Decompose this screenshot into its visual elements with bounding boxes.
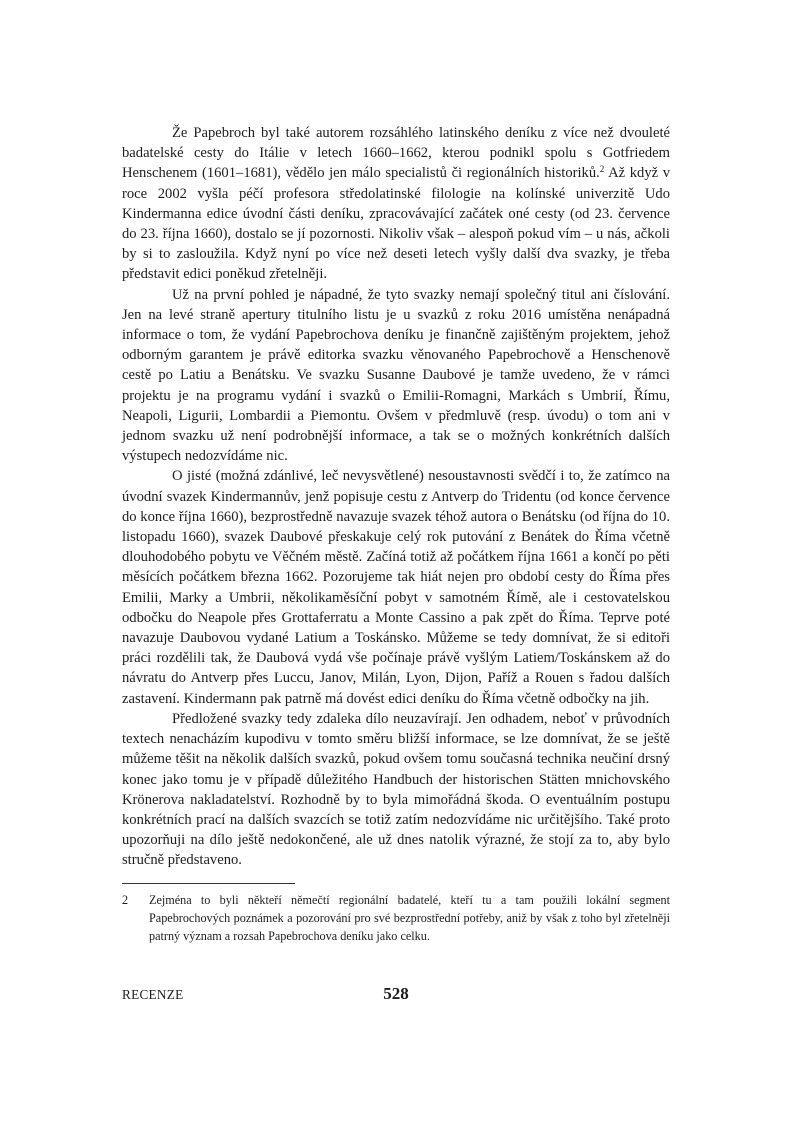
section-label: RECENZE <box>122 987 184 1002</box>
paragraph: O jisté (možná zdánlivé, leč nevysvětlené) nesoustavnosti svědčí i to, že zatímco na úvodní svazek Kindermannův, jenž popisuje cestu z Antverp do Tridentu (od konce července do konce října 1660), bezprostředně navazuje svazek téhož autora o Benátsku (od října do 10. listopadu 1660), svazek Daubové přeskakuje celý rok putování z Benátek do Říma včetně dlouhodobého pobytu ve Věčném městě. Začíná totiž až počátkem října 1661 a končí po pěti měsících počátkem března 1662. Pozorujeme tak hiát nejen pro období cesty do Říma přes Emilii, Marky a Umbrii, několikaměsíční pobyt v samotném Římě, ale i cestovatelskou odbočku do Neapole přes Grottaferratu a Monte Cassino a pak zpět do Říma. Teprve poté navazuje Daubovou vydané Latium a Toskánsko. Můžeme se tedy domnívat, že si editoři práci rozdělili tak, že Daubová vydá vše počínaje právě vyšlým Latiem/Toskánskem až do návratu do Antverp přes Luccu, Janov, Milán, Lyon, Dijon, Paříž a Rouen s řadou dalších zastavení. Kindermann pak patrně má dovést edici deníku do Říma včetně odbočky na jih. <box>122 468 670 707</box>
page-number: 528 <box>383 984 409 1003</box>
footnote-reference[interactable]: 2 <box>599 164 605 175</box>
footnote <box>122 891 670 946</box>
paragraph: Předložené svazky tedy zdaleka dílo neuzavírají. Jen odhadem, neboť v průvodních textech nenacházím kupodivu v tomto směru bližší informace, se lze domnívat, že se ještě můžeme těšit na několik dalších svazků, pokud ovšem tomu současná technika neučiní drsný konec jako tomu je v případě důležitého Handbuch der historischen Stätten mnichovského Krönerova nakladatelství. Rozhodně by to byla mimořádná škoda. O eventuálním postupu konkrétních prací na dalších svazcích se totiž zatím nedozvídáme nic určitějšího. Také proto upozorňuji na dílo ještě nedokončené, ale už dnes natolik výrazné, že stojí za to, aby bylo stručně představeno. <box>122 710 670 869</box>
footnote-number: 2 <box>122 893 129 907</box>
paragraph <box>122 123 670 285</box>
footnote-separator <box>122 883 295 884</box>
body-text <box>122 123 670 871</box>
paragraph-text: Že Papebroch byl také autorem rozsáhlého latinského deníku z více než dvouleté badatelské cesty do Itálie v letech 1660–1662, kterou podnikl spolu s Gotfriedem Henschenem (1601–1681), vědělo jen málo specialistů či regionálních historiků. <box>122 125 670 182</box>
footnote-text: Zejména to byli někteří němečtí regionální badatelé, kteří tu a tam použili lokální segment Papebrochových poznámek a pozorování pro své bezprostřední potřeby, aniž by však z toho byl zřetelněji patrný význam a rozsah Papebrochova deníku jako celku. <box>149 893 670 944</box>
paragraph-text: Až když v roce 2002 vyšla péčí profesora středolatinské filologie na kolínské univerzitě Udo Kindermanna edice úvodní části deníku, zpracovávající začátek oné cesty (od 23. července do 23. října 1660), dostalo se jí pozornosti. Nikoliv však – alespoň pokud vím – u nás, ačkoli by si to zasloužila. Když nyní po více než deseti letech vyšly další dva svazky, je třeba představit edici poněkud zřetelněji. <box>122 165 670 283</box>
paragraph: Už na první pohled je nápadné, že tyto svazky nemají společný titul ani číslování. Jen na levé straně apertury titulního listu je u svazků z roku 2016 umístěna nenápadná informace o tom, že vydání Papebrochova deníku je finančně zajištěným projektem, jehož odborným garantem je právě editorka svazku věnovaného Papebrochově a Henschenově cestě po Latiu a Benátsku. Ve svazku Susanne Daubové je tamže uvedeno, že v rámci projektu je na programu vydání i svazků o Emilii-Romagni, Markách s Umbrií, Římu, Neapoli, Ligurii, Lombardii a Piemontu. Ovšem v předmluvě (resp. úvodu) o tom ani v jednom svazku už není podrobnější informace, a tak se o možných konkrétních dalších výstupech nedozvídáme nic. <box>122 286 670 465</box>
